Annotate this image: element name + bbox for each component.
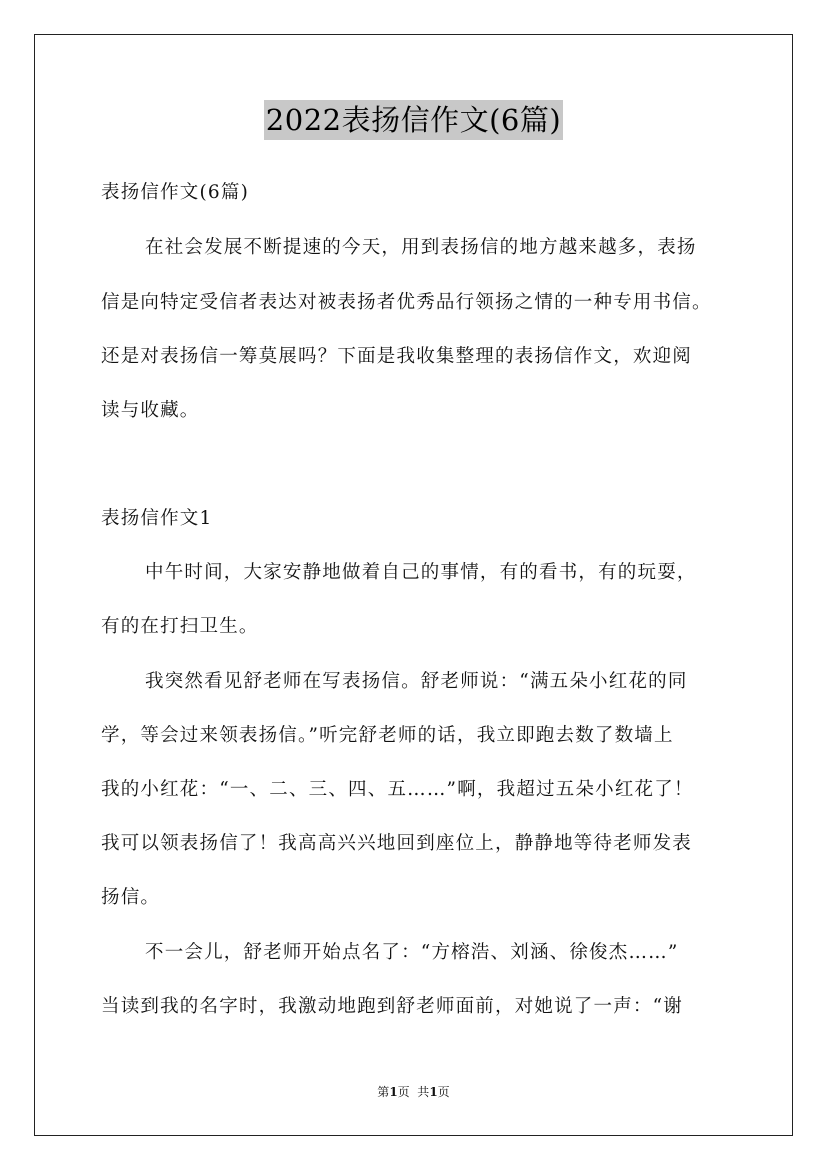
section-heading: 表扬信作文1	[101, 508, 213, 529]
paragraph-line: 有的在打扫卫生。	[101, 616, 259, 637]
footer-mid: 页 共	[397, 1085, 430, 1099]
paragraph-line: 我的小红花：“一、二、三、四、五……”啊，我超过五朵小红花了！	[101, 779, 694, 800]
page-footer	[0, 1084, 827, 1100]
document-title: 2022表扬信作文(6篇)	[264, 100, 563, 140]
footer-current-page: 1	[389, 1085, 398, 1099]
paragraph-line: 不一会儿，舒老师开始点名了：“方榕浩、刘涵、徐俊杰……”	[145, 942, 679, 963]
footer-total-pages: 1	[429, 1085, 438, 1099]
footer-suffix: 页	[437, 1085, 450, 1099]
paragraph-line: 学，等会过来领表扬信。”听完舒老师的话，我立即跑去数了数墙上	[101, 725, 674, 746]
title-container	[0, 100, 827, 140]
footer-prefix: 第	[377, 1085, 390, 1099]
document-subtitle: 表扬信作文(6篇)	[101, 182, 250, 203]
paragraph-line: 扬信。	[101, 887, 161, 908]
paragraph-line: 中午时间，大家安静地做着自己的事情，有的看书，有的玩耍，	[145, 562, 697, 583]
intro-line: 信是向特定受信者表达对被表扬者优秀品行领扬之情的一种专用书信。	[101, 292, 712, 313]
paragraph-line: 当读到我的名字时，我激动地跑到舒老师面前，对她说了一声：“谢	[101, 996, 683, 1017]
paragraph-line: 我突然看见舒老师在写表扬信。舒老师说：“满五朵小红花的同	[145, 671, 688, 692]
intro-line: 读与收藏。	[101, 400, 200, 421]
paragraph-line: 我可以领表扬信了！我高高兴兴地回到座位上，静静地等待老师发表	[101, 833, 693, 854]
intro-line: 在社会发展不断提速的今天，用到表扬信的地方越来越多，表扬	[145, 237, 697, 258]
intro-line: 还是对表扬信一筹莫展吗？下面是我收集整理的表扬信作文，欢迎阅	[101, 346, 693, 367]
